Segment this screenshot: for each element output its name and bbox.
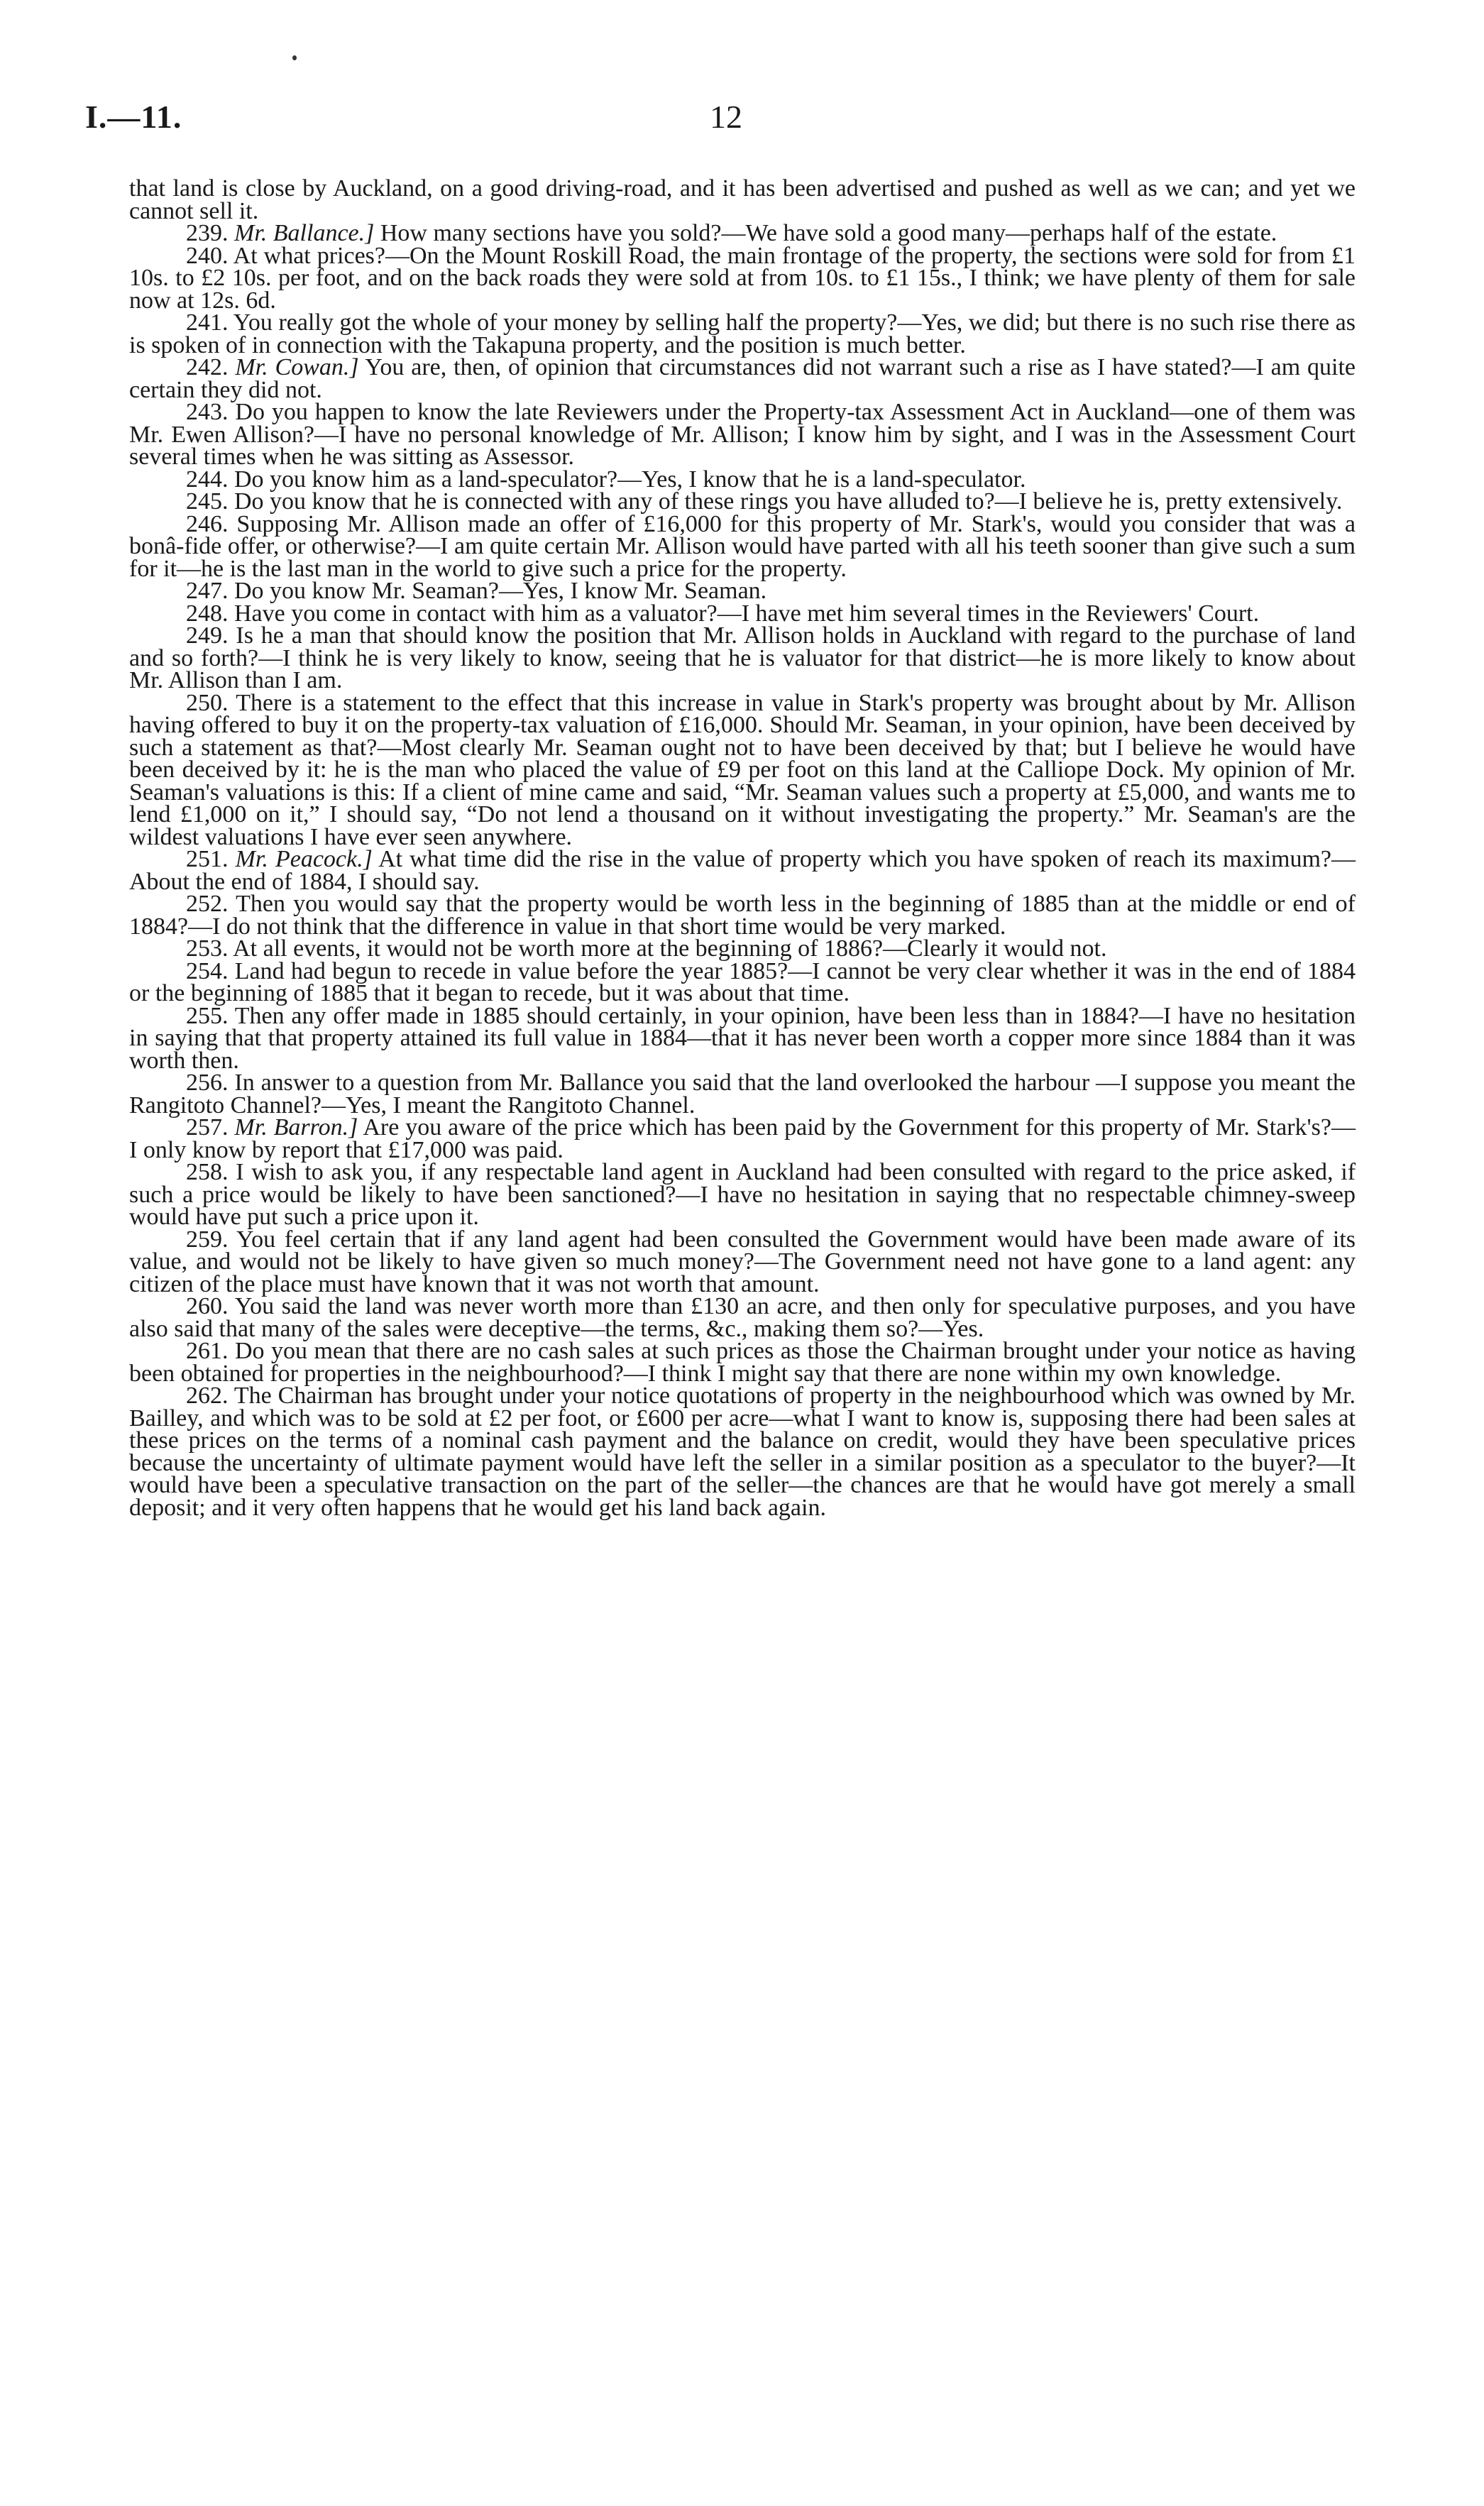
paragraph-254: 254. Land had begun to recede in value before the year 1885?—I cannot be very clear whether it was in the end of 1884 or the beginning of 1885 that it began to recede, but it was about that time. (129, 957, 1356, 1006)
paragraph-252: 252. Then you would say that the property would be worth less in the beginning of 1885 than at the middle or end of 1884?—I do not think that the difference in value in that short time would be very marked. (129, 891, 1356, 940)
paragraph-249: 249. Is he a man that should know the position that Mr. Allison holds in Auckland with regard to the purchase of land and so forth?—I think he is very likely to know, seeing that he is valuator for that district—he is more likely to know about Mr. Allison than I am. (129, 622, 1356, 693)
paragraph-257: 257. Mr. Barron.] Are you aware of the price which has been paid by the Government for this property of Mr. Stark's?—I only know by report that £17,000 was paid. (129, 1114, 1356, 1163)
evidence-transcript (129, 177, 1356, 1519)
paragraph-256: 256. In answer to a question from Mr. Ballance you said that the land overlooked the harbour —I suppose you meant the Rangitoto Channel?—Yes, I meant the Rangitoto Channel. (129, 1070, 1356, 1119)
paragraph-247: 247. Do you know Mr. Seaman?—Yes, I know Mr. Seaman. (186, 578, 767, 604)
paragraph-241: 241. You really got the whole of your money by selling half the property?—Yes, we did; but there is no such rise there as is spoken of in connection with the Takapuna property, and the position is much better. (129, 309, 1356, 358)
paragraph-259: 259. You feel certain that if any land agent had been consulted the Government would have been made aware of its value, and would not be likely to have given so much money?—The Government need not have gone to a land agent: any citizen of the place must have known that it was not worth that amount. (129, 1226, 1356, 1297)
paragraph-246: 246. Supposing Mr. Allison made an offer of £16,000 for this property of Mr. Stark's, would you consider that was a bonâ-fide offer, or otherwise?—I am quite certain Mr. Allison would have parted with all his teeth sooner than give such a sum for it—he is the last man in the world to give such a price for the property. (129, 510, 1356, 582)
paragraph-255: 255. Then any offer made in 1885 should certainly, in your opinion, have been less than in 1884?—I have no hesitation in saying that that property attained its full value in 1884—that it has never been worth a copper more since 1884 than it was worth then. (129, 1002, 1356, 1074)
paragraph-258: 258. I wish to ask you, if any respectable land agent in Auckland had been consulted with regard to the price asked, if such a price would be likely to have been sanctioned?—I have no hesitation in saying that no respectable chimney-sweep would have put such a price upon it. (129, 1159, 1356, 1230)
paragraph-continuation: that land is close by Auckland, on a good driving-road, and it has been advertised and pushed as well as we can; and yet we cannot sell it. (129, 175, 1356, 224)
paragraph-262: 262. The Chairman has brought under your notice quotations of property in the neighbourhood which was owned by Mr. Bailley, and which was to be sold at £2 per foot, or £600 per acre—what I want to know is, supposing there had been sales at these prices on the terms of a nominal cash payment and the balance on credit, would they have been speculative prices because the uncertainty of ultimate payment would have left the seller in a similar position as a speculator to the buyer?—It would have been a speculative transaction on the part of the seller—the chances are that he would have got merely a small deposit; and it very often happens that he would get his land back again. (129, 1383, 1356, 1521)
paragraph-261: 261. Do you mean that there are no cash sales at such prices as those the Chairman brought under your notice as having been obtained for properties in the neighbourhood?—I think I might say that there are none within my own knowledge. (129, 1338, 1356, 1387)
paragraph-242: 242. Mr. Cowan.] You are, then, of opinion that circumstances did not warrant such a rise as I have stated?—I am quite certain they did not. (129, 354, 1356, 403)
page-header (85, 98, 1363, 155)
paragraph-260: 260. You said the land was never worth more than £130 an acre, and then only for speculative purposes, and you have also said that many of the sales were deceptive—the terms, &c., making them so?—Yes. (129, 1293, 1356, 1342)
paragraph-240: 240. At what prices?—On the Mount Roskill Road, the main frontage of the property, the sections were sold for from £1 10s. to £2 10s. per foot, and on the back roads they were sold at from 10s. to £1 15s., I think; we have plenty of them for sale now at 12s. 6d. (129, 242, 1356, 314)
document-reference: I.—11. (85, 99, 182, 135)
paragraph-248: 248. Have you come in contact with him as a valuator?—I have met him several times in the Reviewers' Court. (186, 600, 1260, 627)
ink-speck (292, 55, 297, 60)
paragraph-245: 245. Do you know that he is connected with any of these rings you have alluded to?—I believe he is, pretty extensively. (186, 488, 1343, 515)
paragraph-250: 250. There is a statement to the effect that this increase in value in Stark's property was brought about by Mr. Allison having offered to buy it on the property-tax valuation of £16,000. Should Mr. Seaman, in your opinion, have been deceived by such a statement as that?—Most clearly Mr. Seaman ought not to have been deceived by that; but I believe he would have been deceived by it: he is the man who placed the value of £9 per foot on this land at the Calliope Dock. My opinion of Mr. Seaman's valuations is this: If a client of mine came and said, “Mr. Seaman values such a property at £5,000, and wants me to lend £1,000 on it,” I should say, “Do not lend a thousand on it without investigating the property.” Mr. Seaman's are the wildest valuations I have ever seen anywhere. (129, 689, 1356, 850)
paragraph-253: 253. At all events, it would not be worth more at the beginning of 1886?—Clearly it would not. (186, 935, 1107, 962)
paragraph-239: 239. Mr. Ballance.] How many sections have you sold?—We have sold a good many—perhaps half of the estate. (186, 220, 1277, 246)
page-number: 12 (710, 99, 742, 135)
paragraph-251: 251. Mr. Peacock.] At what time did the rise in the value of property which you have spoken of reach its maximum?—About the end of 1884, I should say. (129, 846, 1356, 895)
paragraph-244: 244. Do you know him as a land-speculator?—Yes, I know that he is a land-speculator. (186, 466, 1026, 493)
paragraph-243: 243. Do you happen to know the late Reviewers under the Property-tax Assessment Act in Auckland—one of them was Mr. Ewen Allison?—I have no personal knowledge of Mr. Allison; I know him by sight, and I was in the Assessment Court several times when he was sitting as Assessor. (129, 399, 1356, 470)
